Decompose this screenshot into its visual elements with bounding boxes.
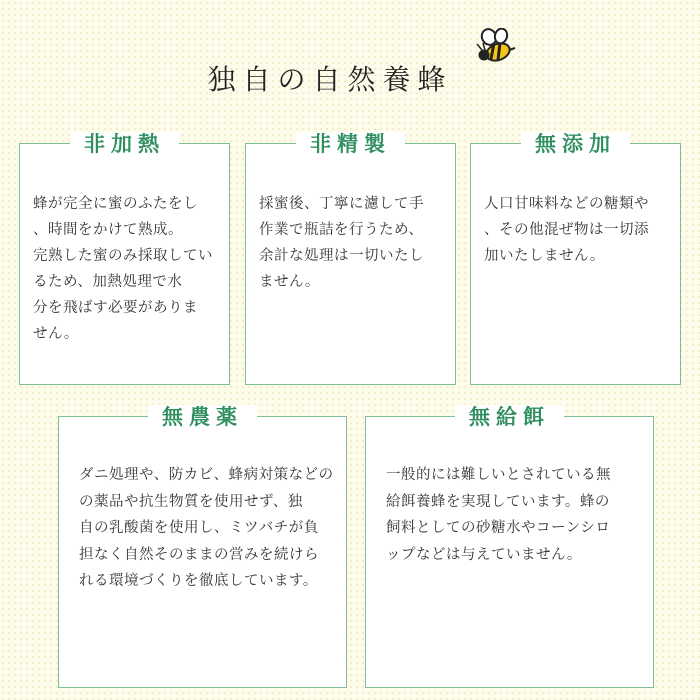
card-line: 、時間をかけて熟成。 (33, 222, 183, 238)
card-line: 飼料としての砂糖水やコーンシロ (386, 520, 611, 536)
card-line: 蜂が完全に蜜のふたをし (33, 196, 198, 212)
card-pesticide-free (58, 405, 347, 688)
card-line: 担なく自然そのままの営みを続けら (79, 546, 319, 563)
card-line: 加いたしません。 (484, 248, 605, 264)
card-line: 、その他混ぜ物は一切添 (484, 222, 649, 238)
card-line: 給餌養蜂を実現しています。蜂の (386, 493, 610, 510)
card-line: 人口甘味料などの糖類や (484, 196, 649, 212)
page-title: 独自の自然養蜂 (207, 63, 453, 96)
card-title: 無農薬 (148, 405, 257, 429)
card-title: 非精製 (296, 132, 405, 156)
card-title: 無給餌 (455, 405, 564, 429)
card-line: 完熟した蜜のみ採取してい (33, 248, 213, 264)
card-line: ダニ処理や、防カビ、蜂病対策などの (79, 467, 334, 483)
card-line: 一般的には難しいとされている無 (386, 467, 611, 483)
card-title: 無添加 (521, 132, 630, 156)
card-line: れる環境づくりを徹底しています。 (79, 573, 318, 589)
card-line: るため、加熱処理で水 (33, 274, 183, 290)
card-line: 採蜜後、丁寧に濾して手 (259, 196, 424, 212)
card-line: ません。 (259, 274, 320, 290)
card-line: 余計な処理は一切いたし (259, 248, 424, 264)
card-body (33, 191, 223, 347)
card-non-heated (19, 132, 230, 385)
card-line: 分を飛ばす必要がありま (33, 300, 198, 316)
card-line: ップなどは与えていません。 (386, 546, 582, 563)
card-body (79, 462, 334, 595)
card-line: 作業で瓶詰を行うため、 (259, 222, 424, 238)
card-no-feeding (365, 405, 654, 688)
bee-icon (474, 28, 518, 66)
card-body (484, 191, 674, 269)
card-line: の薬品や抗生物質を使用せず、独 (79, 493, 303, 510)
card-additive-free (470, 132, 681, 385)
card-title: 非加熱 (70, 132, 179, 156)
card-body (259, 191, 449, 295)
card-non-refined (245, 132, 456, 385)
card-line: せん。 (33, 326, 79, 342)
card-body (386, 462, 641, 568)
card-line: 自の乳酸菌を使用し、ミツバチが負 (79, 520, 319, 536)
